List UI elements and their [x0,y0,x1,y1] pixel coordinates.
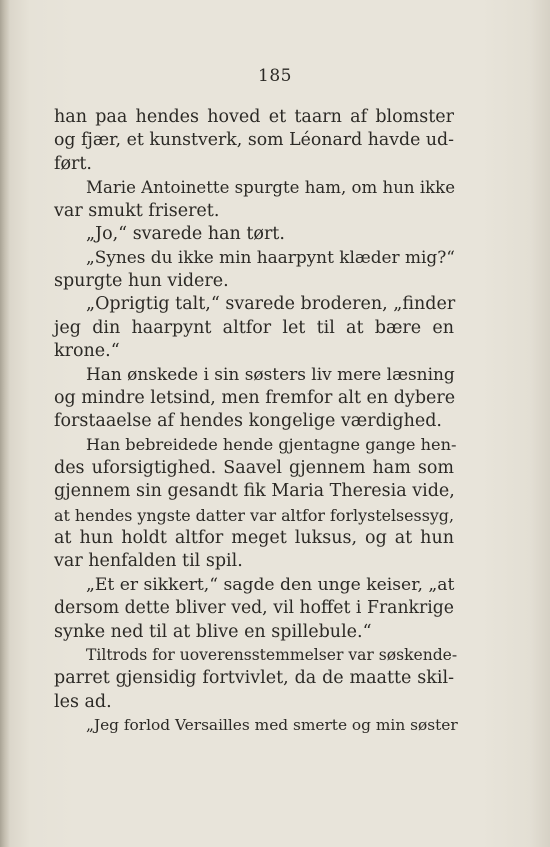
text-line: ført. [54,153,92,174]
text-line: han paa hendes hoved et taarn af blomster [54,107,454,127]
text-line: dersom dette bliver ved, vil hoffet i Frankrige [54,598,454,619]
text-line: Tiltrods for uoverensstemmelser var søskende- [86,645,458,664]
text-line: og fjær, et kunstverk, som Léonard havde ud- [54,130,454,151]
text-line: og mindre letsind, men fremfor alt en dybere [54,387,456,408]
text-line: parret gjensidig fortvivlet, da de maatte skil- [54,668,454,689]
text-line: forstaaelse af hendes kongelige værdighed. [54,411,442,432]
text-line: Han bebreidede hende gjentagne gange hen- [86,435,457,455]
text-line: „Jo,“ svarede han tørt. [86,223,285,244]
text-line: at hun holdt altfor meget luksus, og at hun [54,528,454,549]
text-line: spurgte hun videre. [54,270,229,291]
text-line: des uforsigtighed. Saavel gjennem ham som [54,457,454,478]
body-text [54,106,458,738]
text-line: gjennem sin gesandt fik Maria Theresia vide, [54,481,455,502]
text-line: „Jeg forlod Versailles med smerte og min søster [86,716,458,735]
text-line: „Oprigtig talt,“ svarede broderen, „finder [86,294,456,315]
text-line: Han ønskede i sin søsters liv mere læsning [86,364,455,385]
text-line: „Et er sikkert,“ sagde den unge keiser, „at [86,574,455,595]
text-line: at hendes yngste datter var altfor forlystelsessyg, [54,505,454,525]
text-line: les ad. [54,691,112,712]
text-line: synke ned til at blive en spillebule.“ [54,621,372,642]
text-line: jeg din haarpynt altfor let til at bære en [54,317,454,338]
text-line: var henfalden til spil. [54,551,243,572]
text-line: krone.“ [54,340,120,361]
text-line: var smukt friseret. [54,200,220,221]
page-number: 185 [258,66,292,86]
page-gutter-shadow [0,0,10,847]
text-line: Marie Antoinette spurgte ham, om hun ikke [86,178,456,198]
text-line: „Synes du ikke min haarpynt klæder mig?“ [86,247,455,268]
